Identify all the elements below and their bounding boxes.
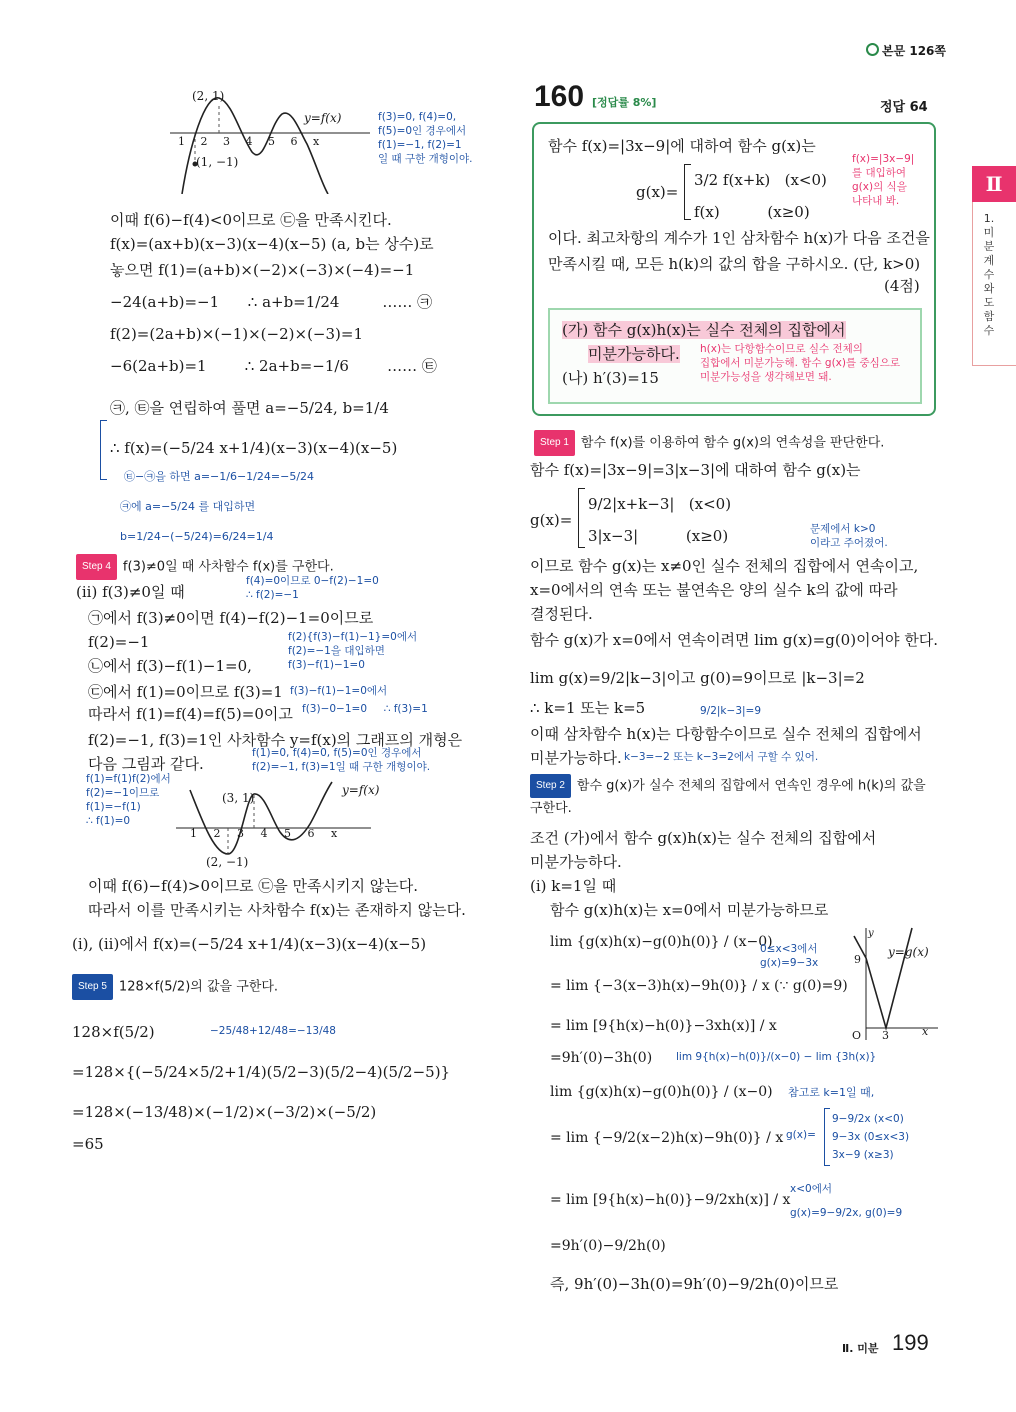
g-definition-case-1: 3/2 f(x+k) (x<0) [694, 171, 827, 189]
g-definition-brace [684, 164, 691, 220]
calc-line-2: =128×{(−5/24×5/2+1/4)(5/2−3)(5/2−4)(5/2−5)} [72, 1063, 451, 1081]
limit-line-1: lim {g(x)h(x)−g(0)h(0)} / (x−0) [550, 934, 773, 950]
graph1-note: f(3)=0, f(4)=0, f(5)=0인 경우에서 f(1)=−1, f(2)=1 일 때 구한 개형이야. [378, 111, 473, 165]
left-line-2: f(x)=(ax+b)(x−3)(x−4)(x−5) (a, b는 상수)로 [110, 235, 434, 253]
right-line-4: 결정된다. [530, 605, 593, 623]
calc-line-4: =65 [72, 1135, 104, 1153]
graph1-fx-label: y=f(x) [304, 111, 342, 125]
calc-line-3: =128×(−13/48)×(−1/2)×(−3/2)×(−5/2) [72, 1103, 377, 1121]
calc-line-1: 128×f(5/2) [72, 1023, 155, 1041]
left-line-11: (i), (ii)에서 f(x)=(−5/24 x+1/4)(x−3)(x−4)(x−5) [72, 935, 427, 953]
problem-stem-2: 이다. 최고차항의 계수가 1인 삼차함수 h(x)가 다음 조건을 [548, 229, 930, 247]
footer-section: Ⅱ. 미분 [842, 1342, 879, 1355]
g-brace-2 [578, 488, 585, 548]
left-line-6: −6(2a+b)=1 ∴ 2a+b=−1/6 …… ㉫ [110, 357, 437, 375]
graph1-min-label: (1, −1) [196, 155, 239, 169]
left-line-7: ㉪, ㉫을 연립하여 풀면 a=−5/24, b=1/4 [110, 399, 389, 417]
graph2-ticks: 1 2 3 4 5 6 x [190, 827, 338, 840]
case-ii-title: (ii) f(3)≠0일 때 [76, 583, 185, 601]
g-case-1: 9/2|x+k−3| (x<0) [588, 495, 732, 513]
graph-g-y9: 9 [854, 953, 861, 966]
left-line-9: 이때 f(6)−f(4)>0이므로 ㉢을 만족시키지 않는다. [88, 877, 418, 895]
step5-badge: Step 5 [72, 974, 113, 1000]
note-b: f(2){f(3)−f(1)−1}=0에서 f(2)=−1을 대입하면 f(3)−f(1)−1=0 [288, 631, 418, 671]
step5-heading: Step 5 128×f(5/2)의 값을 구한다. [72, 974, 278, 1000]
condition-2: (나) h′(3)=15 [562, 369, 659, 387]
right-line-10: 조건 (가)에서 함수 g(x)h(x)는 실수 전체의 집합에서 [530, 829, 877, 847]
limit-line-4: =9h′(0)−3h(0) [550, 1050, 653, 1066]
left-note-1: ㉫−㉪을 하면 a=−1/6−1/24=−5/24 [124, 470, 315, 483]
right-line-1: 함수 f(x)=|3x−9|=3|x−3|에 대하여 함수 g(x)는 [530, 461, 861, 479]
case-ii-line-4: ㉢에서 f(1)=0이므로 f(3)=1 [88, 683, 283, 701]
graph2-fx-label: y=f(x) [342, 783, 380, 797]
limit-line-5: lim {g(x)h(x)−g(0)h(0)} / (x−0) [550, 1084, 773, 1100]
g-case-2: 3|x−3| (x≥0) [588, 527, 729, 545]
limit-line-3: = lim [9{h(x)−h(0)}−3xh(x)] / x [550, 1018, 777, 1034]
right-line-6: lim g(x)=9/2|k−3|이고 g(0)=9이므로 |k−3|=2 [530, 669, 865, 687]
g-definition-lhs: g(x)= [636, 183, 679, 201]
right-note-3: k−3=−2 또는 k−3=2에서 구할 수 있어. [624, 751, 819, 763]
step2-heading: Step 2 함수 g(x)가 실수 전체의 집합에서 연속인 경우에 h(k)의 값을 구한다. [530, 774, 940, 820]
graph-g-origin: O [852, 1029, 862, 1042]
right-line-14: 즉, 9h′(0)−3h(0)=9h′(0)−9/2h(0)이므로 [550, 1275, 839, 1293]
right-line-2: 이므로 함수 g(x)는 x≠0인 실수 전체의 집합에서 연속이고, [530, 557, 919, 575]
graph-g-x: x [922, 1025, 929, 1038]
graph2-min-label: (2, −1) [206, 855, 249, 869]
case-ii-line-7: 다음 그림과 같다. [88, 755, 204, 773]
case-ii-line-2: f(2)=−1 [88, 633, 150, 651]
right-note-1: 문제에서 k>0 이라고 주어졌어. [810, 523, 888, 549]
graph1-max-label: (2, 1) [192, 89, 225, 103]
condition-1a: (가) 함수 g(x)h(x)는 실수 전체의 집합에서 [562, 321, 846, 339]
problem-points: (4점) [884, 277, 920, 295]
note-c: f(3)−f(1)−1=0에서 [290, 685, 388, 697]
right-note-2: 9/2|k−3|=9 [700, 705, 762, 717]
right-line-13: 함수 g(x)h(x)는 x=0에서 미분가능하므로 [550, 901, 829, 919]
problem-answer: 정답 64 [880, 100, 928, 115]
problem-number: 160 [534, 80, 585, 113]
chapter-tab[interactable]: Ⅱ [972, 166, 1016, 202]
section-label: 1. 미분계수와 도함수 [983, 212, 995, 337]
problem-rate: [정답률 8%] [592, 96, 657, 109]
left-line-1: 이때 f(6)−f(4)<0이므로 ㉢을 만족시킨다. [110, 211, 392, 229]
limit-line-2: = lim {−3(x−3)h(x)−9h(0)} / x (∵ g(0)=9) [550, 978, 848, 994]
page-number: 199 [892, 1330, 929, 1355]
graph-g-label: y=g(x) [888, 945, 929, 959]
limit-note-2: lim 9{h(x)−h(0)}/(x−0) − lim {3h(x)} [676, 1051, 877, 1063]
step4-heading: Step 4 f(3)≠0일 때 사차함수 f(x)를 구한다. [76, 554, 334, 580]
left-line-8: ∴ f(x)=(−5/24 x+1/4)(x−3)(x−4)(x−5) [110, 439, 398, 457]
left-line-3: 놓으면 f(1)=(a+b)×(−2)×(−3)×(−4)=−1 [110, 261, 415, 279]
g-definition-case-2: f(x) (x≥0) [694, 203, 810, 221]
g-lhs-2: g(x)= [530, 511, 573, 529]
right-line-9: 미분가능하다. [530, 749, 622, 767]
note-d: f(3)−0−1=0 ∴ f(3)=1 [302, 703, 428, 715]
graph2-max-label: (3, 1) [222, 791, 255, 805]
condition-1b: 미분가능하다. [588, 345, 680, 363]
left-line-5: f(2)=(2a+b)×(−1)×(−2)×(−3)=1 [110, 325, 363, 343]
right-line-8: 이때 삼차함수 h(x)는 다항함수이므로 실수 전체의 집합에서 [530, 725, 922, 743]
step2-badge: Step 2 [530, 774, 571, 798]
problem-stem-1: 함수 f(x)=|3x−9|에 대하여 함수 g(x)는 [548, 137, 816, 155]
note-e: f(1)=0, f(4)=0, f(5)=0인 경우에서 f(2)=−1, f(3)=1일 때 구한 개형이야. [252, 747, 431, 773]
condition-note: h(x)는 다항함수이므로 실수 전체의 집합에서 미분가능해. 함수 g(x)를 중심으로 미분가능성을 생각해보면 돼. [700, 343, 901, 383]
left-line-4: −24(a+b)=−1 ∴ a+b=1/24 …… ㉪ [110, 293, 433, 311]
note-a: f(4)=0이므로 0−f(2)−1=0 ∴ f(2)=−1 [246, 575, 379, 601]
piecewise-brace [824, 1108, 830, 1166]
limit-line-7: = lim [9{h(x)−h(0)}−9/2xh(x)] / x [550, 1192, 791, 1208]
limit-note-1: 0≤x<3에서 g(x)=9−3x [760, 943, 819, 969]
step1-badge: Step 1 [534, 430, 575, 456]
right-line-7: ∴ k=1 또는 k=5 [530, 699, 646, 717]
graph-g-y: y [868, 928, 874, 939]
right-line-11: 미분가능하다. [530, 853, 622, 871]
step4-badge: Step 4 [76, 554, 117, 580]
case-ii-line-1: ㉠에서 f(3)≠0이면 f(4)−f(2)−1=0이므로 [88, 609, 374, 627]
note-f: f(1)=f(1)f(2)에서 f(2)=−1이므로 f(1)=−f(1) ∴ f(1)=0 [86, 773, 171, 827]
piecewise-cases: 9−9/2x (x<0) 9−3x (0≤x<3) 3x−9 (x≥3) [832, 1113, 910, 1161]
calc-note: −25/48+12/48=−13/48 [210, 1025, 336, 1037]
right-line-12: (i) k=1일 때 [530, 877, 617, 895]
limit-note-4: x<0에서 g(x)=9−9/2x, g(0)=9 [790, 1183, 903, 1219]
circle-icon [866, 43, 879, 56]
graph-g-x3: 3 [882, 1029, 889, 1042]
left-line-10: 따라서 이를 만족시키는 사차함수 f(x)는 존재하지 않는다. [88, 901, 466, 919]
limit-line-8: =9h′(0)−9/2h(0) [550, 1238, 666, 1254]
step1-heading: Step 1 함수 f(x)를 이용하여 함수 g(x)의 연속성을 판단한다. [534, 430, 884, 456]
graph1-ticks: 1 2 3 4 5 6 x [178, 135, 320, 148]
case-ii-line-5: 따라서 f(1)=f(4)=f(5)=0이고 [88, 705, 293, 723]
case-ii-line-3: ㉡에서 f(3)−f(1)−1=0, [88, 657, 252, 675]
solve-bracket [100, 420, 107, 480]
right-line-3: x=0에서의 연속 또는 불연속은 양의 실수 k의 값에 따라 [530, 581, 898, 599]
box-note: f(x)=|3x−9| 를 대입하여 g(x)의 식을 나타내 봐. [852, 153, 915, 207]
left-note-3: b=1/24−(−5/24)=6/24=1/4 [120, 530, 274, 543]
case-ii-line-6: f(2)=−1, f(3)=1인 사차함수 y=f(x)의 그래프의 개형은 [88, 731, 463, 749]
right-line-5: 함수 g(x)가 x=0에서 연속이려면 lim g(x)=g(0)이어야 한다. [530, 631, 939, 649]
page-reference: 본문 126쪽 [866, 42, 946, 59]
limit-line-6: = lim {−9/2(x−2)h(x)−9h(0)} / x [550, 1130, 784, 1146]
problem-stem-3: 만족시킬 때, 모든 h(k)의 값의 합을 구하시오. (단, k>0) [548, 255, 921, 273]
left-note-2: ㉪에 a=−5/24 를 대입하면 [120, 500, 256, 513]
piecewise-lhs: g(x)= [786, 1129, 816, 1141]
limit-note-3: 참고로 k=1일 때, [788, 1086, 875, 1099]
